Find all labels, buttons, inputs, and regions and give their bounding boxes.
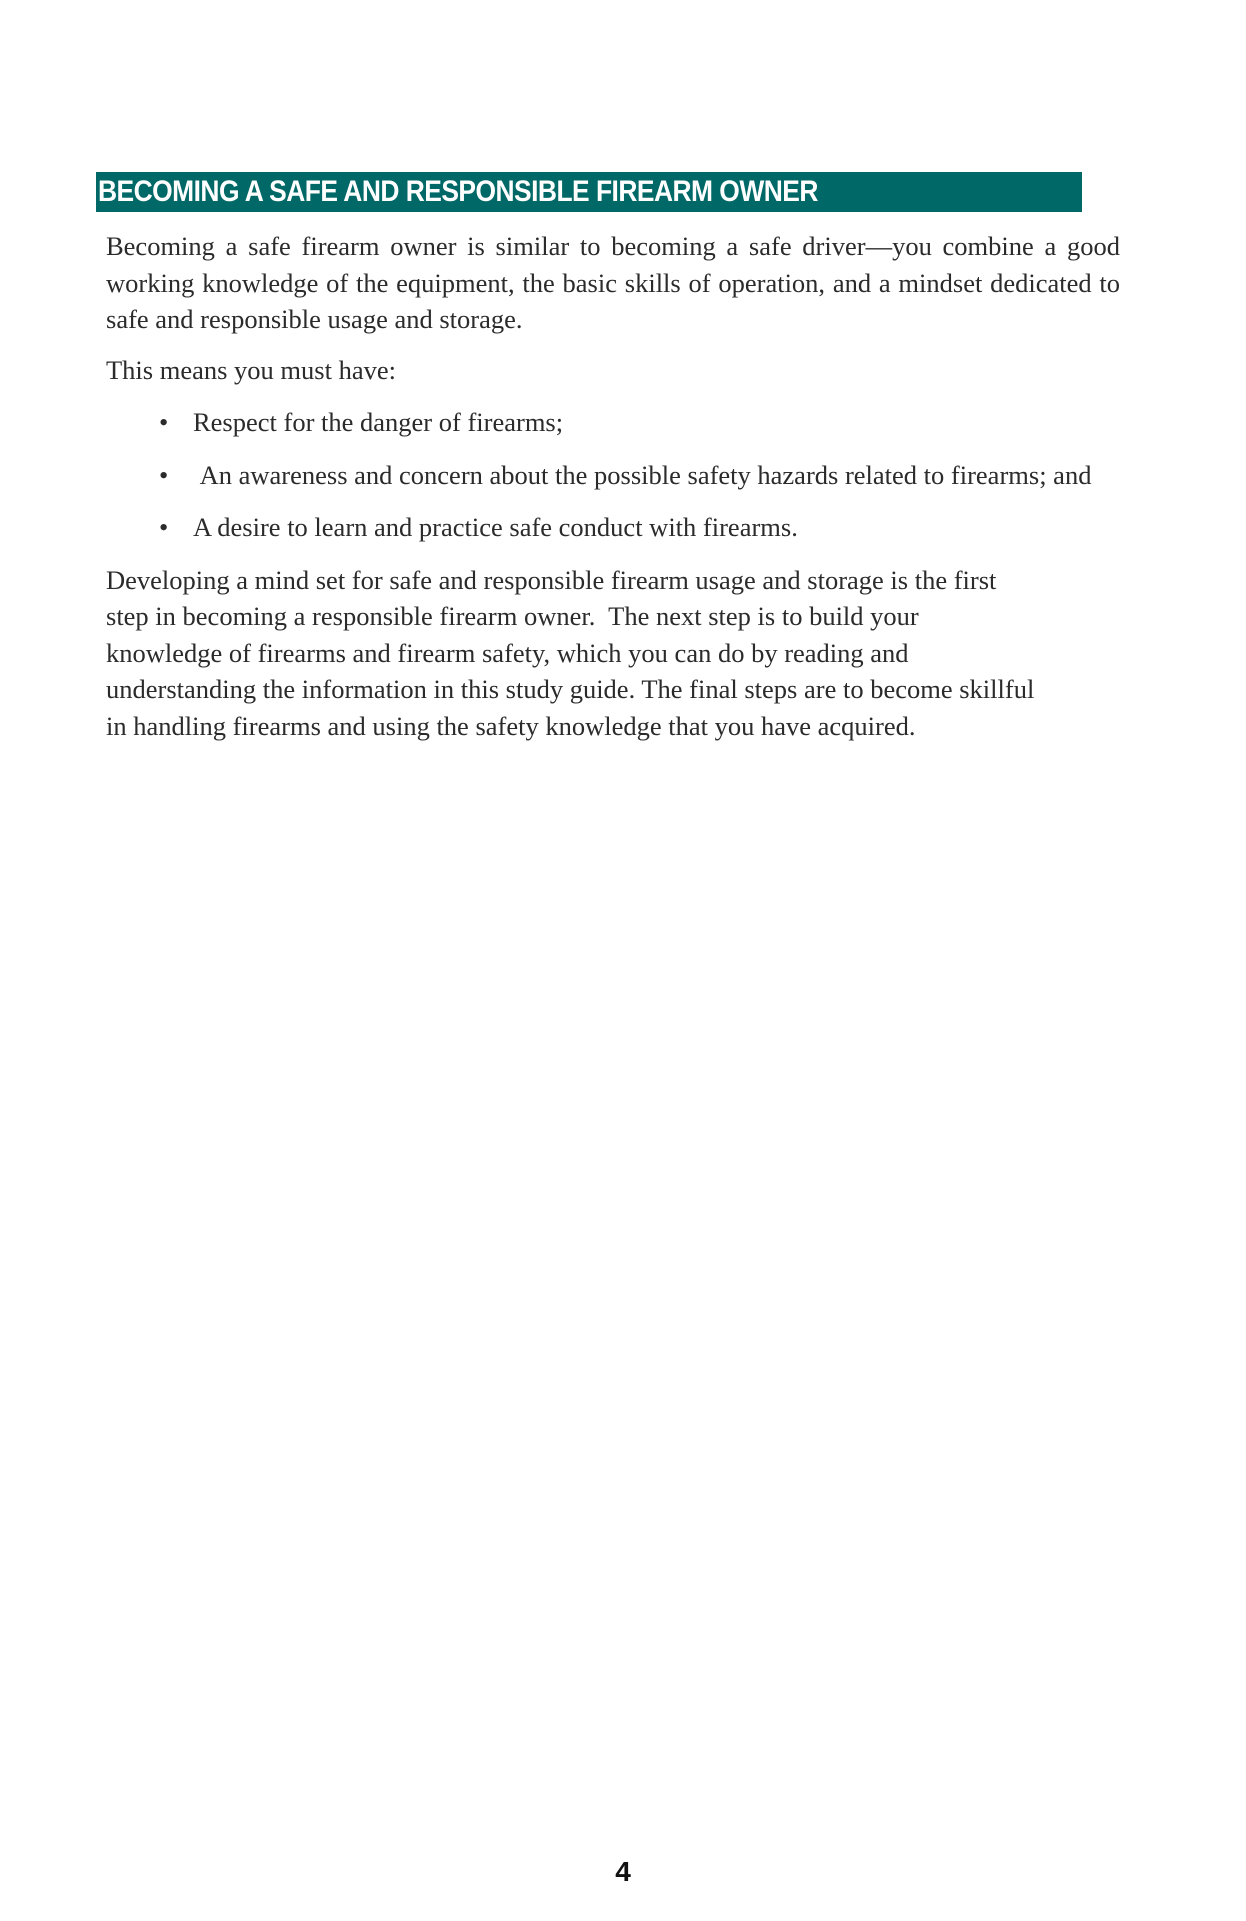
list-item-text: Respect for the danger of firearms; [193, 407, 564, 437]
closing-line: understanding the information in this study guide. The final steps are to become skillful [106, 674, 1035, 704]
requirements-list [106, 404, 1120, 546]
bullet-icon: • [159, 459, 169, 490]
list-item [106, 509, 1123, 546]
list-item [106, 457, 1123, 494]
closing-paragraph [106, 562, 1120, 745]
bullet-icon: • [159, 512, 169, 542]
page-number: 4 [615, 1856, 631, 1887]
closing-line: in handling firearms and using the safety knowledge that you have acquired. [106, 710, 916, 741]
closing-line: step in becoming a responsible firearm owner. The next step is to build your [106, 601, 919, 631]
section-heading-text: BECOMING A SAFE AND RESPONSIBLE FIREARM OWNER [98, 175, 818, 208]
section-heading-bar [96, 172, 1082, 212]
closing-line: knowledge of firearms and firearm safety, which you can do by reading and [106, 637, 909, 668]
body-content [106, 228, 1120, 744]
closing-line: Developing a mind set for safe and responsible firearm usage and storage is the first [106, 564, 997, 595]
list-item-text: A desire to learn and practice safe conduct with firearms. [193, 512, 798, 542]
list-item-text: An awareness and concern about the possible safety hazards related to firearms; and [193, 459, 1092, 490]
lead-sentence: This means you must have: [106, 354, 396, 385]
intro-paragraph: Becoming a safe firearm owner is similar to becoming a safe driver—you combine a good working knowledge of the equipment, the basic skills of operation, and a mindset dedicated to safe and responsible usage and storage. [106, 231, 1120, 334]
list-item [106, 404, 1123, 441]
bullet-icon: • [159, 407, 169, 437]
